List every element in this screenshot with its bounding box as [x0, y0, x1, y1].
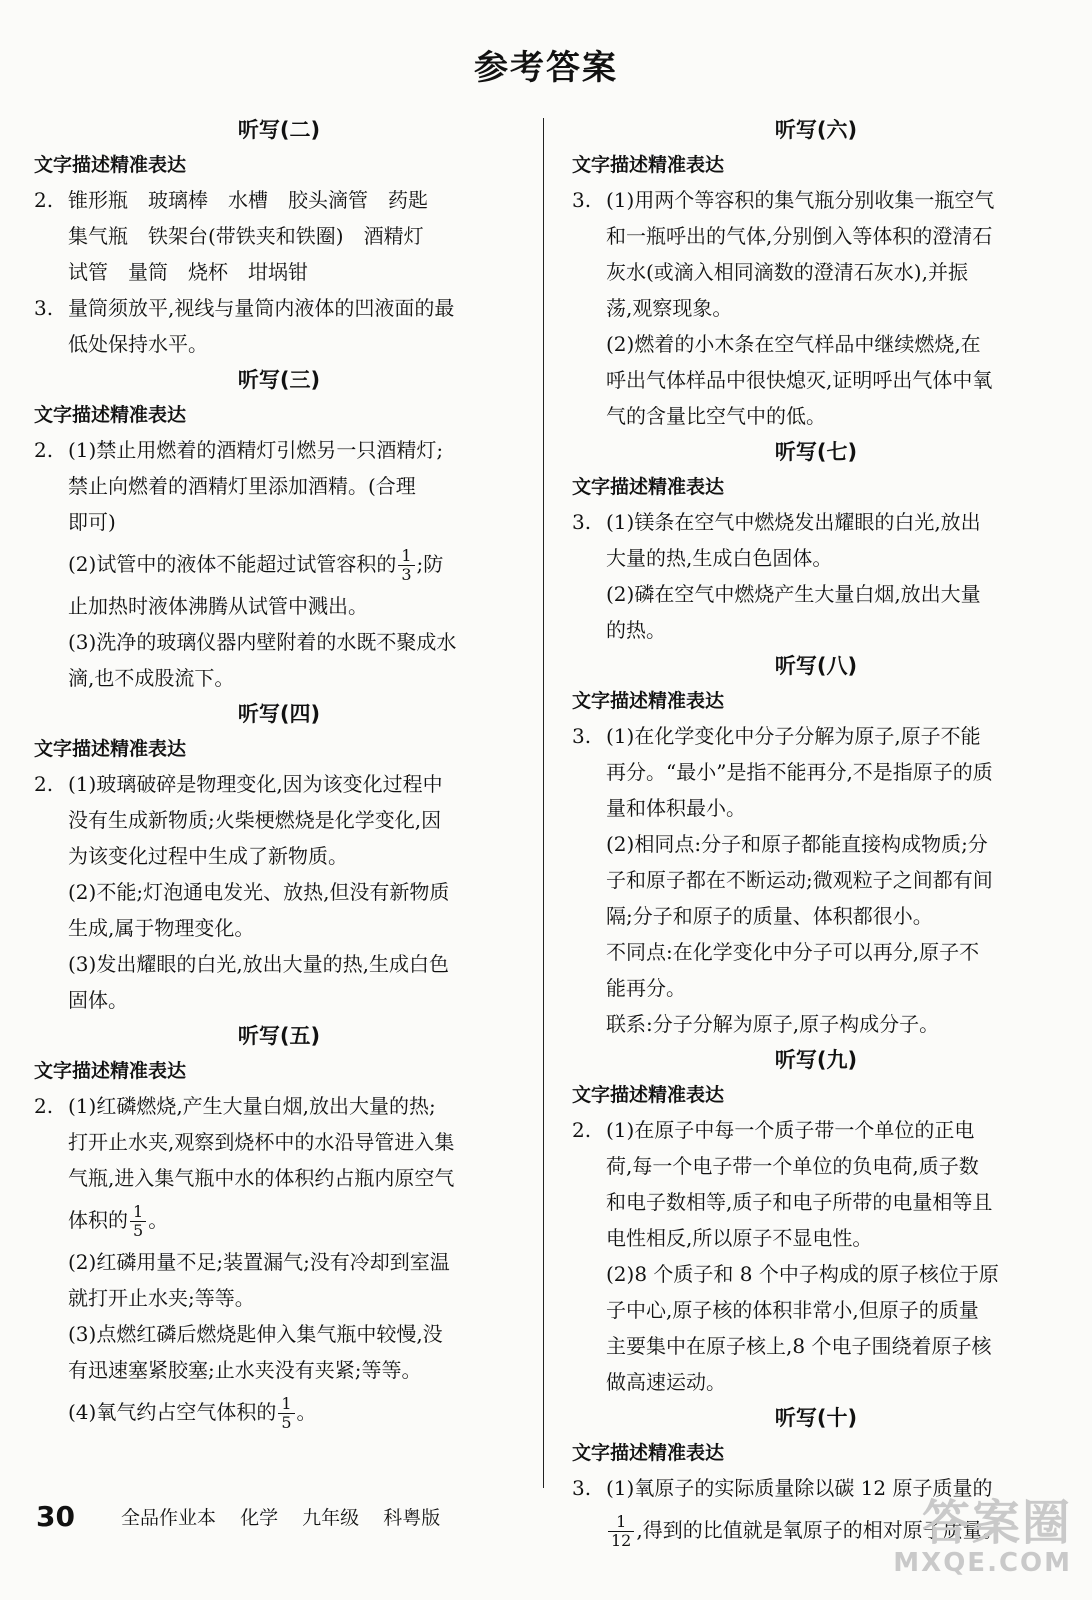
answer-line: (3)点燃红磷后燃烧匙伸入集气瓶中较慢,没 — [68, 1322, 443, 1346]
item-number: 2. — [34, 438, 54, 462]
section-title: 听写(五) — [237, 1024, 321, 1048]
answer-line — [34, 1088, 524, 1124]
answer-line — [34, 766, 524, 802]
answer-text: (1)在化学变化中分子分解为原子,原子不能 — [606, 724, 981, 748]
answer-text: (2)试管中的液体不能超过试管容积的 — [68, 552, 397, 576]
answer-line: 为该变化过程中生成了新物质。 — [68, 844, 348, 868]
answer-line: 禁止向燃着的酒精灯里添加酒精。(合理 — [68, 474, 416, 498]
answer-line: (2)红磷用量不足;装置漏气;没有冷却到室温 — [68, 1250, 450, 1274]
section-subtitle: 文字描述精准表达 — [572, 476, 725, 498]
answer-text: ;防 — [416, 552, 444, 576]
answer-line — [34, 1196, 524, 1244]
section-subtitle: 文字描述精准表达 — [572, 690, 725, 712]
answer-text: 。 — [296, 1400, 317, 1424]
answer-line: 荡,观察现象。 — [606, 296, 733, 320]
answer-line: 没有生成新物质;火柴梗燃烧是化学变化,因 — [68, 808, 442, 832]
answer-line — [34, 1388, 524, 1436]
section-title: 听写(八) — [774, 654, 858, 678]
answer-line: 能再分。 — [606, 976, 686, 1000]
answer-line: 试管 量筒 烧杯 坩埚钳 — [68, 260, 308, 284]
fraction-numerator: 1 — [398, 547, 414, 566]
page-number: 30 — [36, 1500, 75, 1533]
answer-line: 滴,也不成股流下。 — [68, 666, 235, 690]
fraction-denominator: 12 — [611, 1531, 632, 1550]
section-subtitle: 文字描述精准表达 — [34, 738, 187, 760]
answer-line: (2)不能;灯泡通电发光、放热,但没有新物质 — [68, 880, 450, 904]
answer-line: 就打开止水夹;等等。 — [68, 1286, 255, 1310]
left-column — [34, 112, 524, 1436]
answer-text: 锥形瓶 玻璃棒 水槽 胶头滴管 药匙 — [68, 188, 428, 212]
answer-text: (4)氧气约占空气体积的 — [68, 1400, 277, 1424]
answer-line — [572, 504, 1060, 540]
right-column — [572, 112, 1060, 1554]
section-title: 听写(六) — [774, 118, 858, 142]
answer-line — [34, 540, 524, 588]
answer-line: 的热。 — [606, 618, 666, 642]
answer-line: 再分。“最小”是指不能再分,不是指原子的质 — [606, 760, 993, 784]
item-number: 3. — [572, 510, 592, 534]
answer-line: 子和原子都在不断运动;微观粒子之间都有间 — [606, 868, 993, 892]
section-subtitle: 文字描述精准表达 — [572, 154, 725, 176]
answer-text: (1)禁止用燃着的酒精灯引燃另一只酒精灯; — [68, 438, 444, 462]
book-name: 全品作业本 — [121, 1507, 217, 1529]
answer-line: 止加热时液体沸腾从试管中溅出。 — [68, 594, 368, 618]
section-subtitle: 文字描述精准表达 — [572, 1084, 725, 1106]
column-divider — [543, 118, 544, 1488]
fraction-numerator: 1 — [130, 1203, 146, 1222]
answer-line: 子中心,原子核的体积非常小,但原子的质量 — [606, 1298, 979, 1322]
fraction — [608, 1513, 634, 1550]
answer-line: 生成,属于物理变化。 — [68, 916, 255, 940]
watermark-url: MXQE.COM — [893, 1548, 1072, 1578]
answer-text: 。 — [148, 1208, 169, 1232]
answer-line: (3)洗净的玻璃仪器内壁附着的水既不聚成水 — [68, 630, 457, 654]
answer-line — [572, 1112, 1060, 1148]
answer-line: 灰水(或滴入相同滴数的澄清石灰水),并振 — [606, 260, 968, 284]
section-title: 听写(三) — [237, 368, 321, 392]
answer-line — [34, 290, 524, 326]
answer-text: 量筒须放平,视线与量筒内液体的凹液面的最 — [68, 296, 455, 320]
section-title: 听写(四) — [237, 702, 321, 726]
answer-line: 固体。 — [68, 988, 128, 1012]
answer-line: (2)8 个质子和 8 个中子构成的原子核位于原 — [606, 1262, 999, 1286]
item-number: 3. — [572, 188, 592, 212]
fraction-denominator: 5 — [133, 1221, 144, 1240]
answer-line: 即可) — [68, 510, 116, 534]
answer-text: 体积的 — [68, 1208, 128, 1232]
answer-text: (1)镁条在空气中燃烧发出耀眼的白光,放出 — [606, 510, 981, 534]
answer-text: (1)玻璃破碎是物理变化,因为该变化过程中 — [68, 772, 443, 796]
answer-line: 和电子数相等,质子和电子所带的电量相等且 — [606, 1190, 993, 1214]
answer-line: 气的含量比空气中的低。 — [606, 404, 826, 428]
answer-line: 荷,每一个电子带一个单位的负电荷,质子数 — [606, 1154, 979, 1178]
answer-line — [34, 432, 524, 468]
section-subtitle: 文字描述精准表达 — [34, 154, 187, 176]
answer-text: (1)在原子中每一个质子带一个单位的正电 — [606, 1118, 975, 1142]
page-title: 参考答案 — [474, 48, 618, 88]
answer-line: 集气瓶 铁架台(带铁夹和铁圈) 酒精灯 — [68, 224, 424, 248]
answer-text: (1)红磷燃烧,产生大量白烟,放出大量的热; — [68, 1094, 436, 1118]
section-subtitle: 文字描述精准表达 — [34, 1060, 187, 1082]
answer-line: 低处保持水平。 — [68, 332, 208, 356]
answer-line: 和一瓶呼出的气体,分别倒入等体积的澄清石 — [606, 224, 993, 248]
answer-line: 量和体积最小。 — [606, 796, 746, 820]
answer-line — [34, 182, 524, 218]
answer-line: 电性相反,所以原子不显电性。 — [606, 1226, 873, 1250]
answer-line: 不同点:在化学变化中分子可以再分,原子不 — [606, 940, 980, 964]
answer-line: 做高速运动。 — [606, 1370, 726, 1394]
grade: 九年级 — [302, 1507, 360, 1529]
answer-line — [572, 182, 1060, 218]
answer-line: 隔;分子和原子的质量、体积都很小。 — [606, 904, 933, 928]
answer-line: (2)相同点:分子和原子都能直接构成物质;分 — [606, 832, 988, 856]
edition: 科粤版 — [383, 1507, 441, 1529]
watermark — [893, 1495, 1072, 1578]
answer-line — [572, 718, 1060, 754]
fraction-denominator: 3 — [401, 565, 412, 584]
answer-line: 主要集中在原子核上,8 个电子围绕着原子核 — [606, 1334, 992, 1358]
item-number: 3. — [34, 296, 54, 320]
section-title: 听写(九) — [774, 1048, 858, 1072]
answer-text: (1)用两个等容积的集气瓶分别收集一瓶空气 — [606, 188, 995, 212]
fraction-numerator: 1 — [278, 1395, 294, 1414]
section-subtitle: 文字描述精准表达 — [572, 1442, 725, 1464]
answer-line: (2)磷在空气中燃烧产生大量白烟,放出大量 — [606, 582, 981, 606]
answer-line: 打开止水夹,观察到烧杯中的水沿导管进入集 — [68, 1130, 455, 1154]
section-title: 听写(七) — [774, 440, 858, 464]
page-footer — [36, 1500, 458, 1533]
watermark-text: 答案圈 — [921, 1495, 1072, 1551]
fraction-numerator: 1 — [608, 1513, 634, 1532]
answer-line: 有迅速塞紧胶塞;止水夹没有夹紧;等等。 — [68, 1358, 422, 1382]
section-subtitle: 文字描述精准表达 — [34, 404, 187, 426]
fraction — [130, 1203, 146, 1240]
fraction — [398, 547, 414, 584]
answer-line: 呼出气体样品中很快熄灭,证明呼出气体中氧 — [606, 368, 993, 392]
item-number: 2. — [34, 188, 54, 212]
item-number: 2. — [572, 1118, 592, 1142]
answer-line: 大量的热,生成白色固体。 — [606, 546, 833, 570]
answer-text: (1)氧原子的实际质量除以碳 12 原子质量的 — [606, 1476, 993, 1500]
item-number: 2. — [34, 1094, 54, 1118]
answer-line: (3)发出耀眼的白光,放出大量的热,生成白色 — [68, 952, 450, 976]
answer-line: (2)燃着的小木条在空气样品中继续燃烧,在 — [606, 332, 981, 356]
item-number: 3. — [572, 1476, 592, 1500]
section-title: 听写(十) — [774, 1406, 858, 1430]
subject: 化学 — [240, 1507, 279, 1529]
answer-text: ,得到的比值就是氧原子的相对原子质量。 — [636, 1518, 1003, 1542]
section-title: 听写(二) — [237, 118, 321, 142]
item-number: 2. — [34, 772, 54, 796]
answer-line: 联系:分子分解为原子,原子构成分子。 — [606, 1012, 940, 1036]
answer-line: 气瓶,进入集气瓶中水的体积约占瓶内原空气 — [68, 1166, 455, 1190]
item-number: 3. — [572, 724, 592, 748]
fraction-denominator: 5 — [281, 1413, 292, 1432]
fraction — [278, 1395, 294, 1432]
